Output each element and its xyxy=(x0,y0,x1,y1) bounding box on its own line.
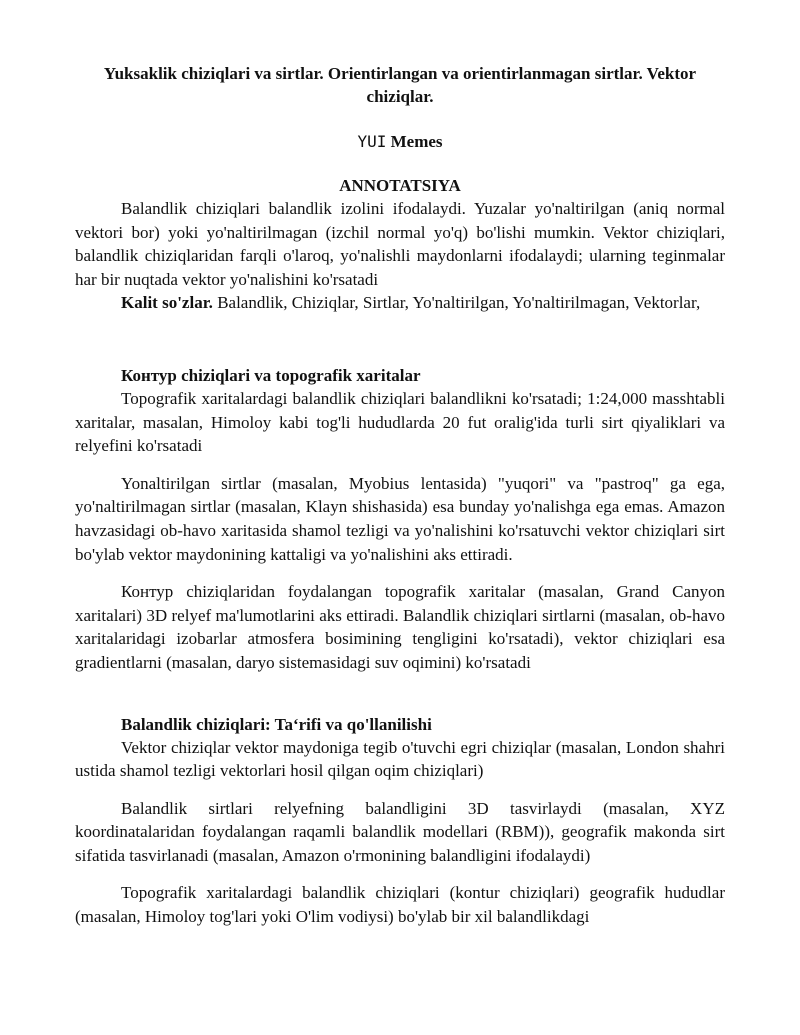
annotation-text: Balandlik chiziqlari balandlik izolini ifodalaydi. Yuzalar yo'naltirilgan (aniq normal vektori bor) yoki yo'naltirilmagan (izchil normal yo'q) bo'lishi mumkin. Vektor chiziqlari, balandlik chiziqlaridan farqli o'laroq, yo'nalishli maydonlarni ifodalaydi; ularning teginmalar har bir nuqtada vektor yo'nalishini ko'rsatadi xyxy=(75,199,725,289)
section2-paragraph: Topografik xaritalardagi balandlik chiziqlari (kontur chiziqlari) geografik hududlar (masalan, Himoloy tog'lari yoki O'lim vodiysi) bo'ylab bir xil balandlikdagi xyxy=(75,883,725,927)
section-heading-elevation: Balandlik chiziqlari: Taʻrifi va qo'llanilishi xyxy=(121,714,432,734)
keywords-label: Kalit so'zlar. xyxy=(121,293,213,313)
author-name: Memes xyxy=(390,132,443,151)
section2-paragraph: Vektor chiziqlar vektor maydoniga tegib o'tuvchi egri chiziqlar (masalan, London shahri ustida shamol tezligi vektorlari hosil qilgan oqim chiziqlari) xyxy=(75,737,725,781)
author-code: YUI xyxy=(357,132,387,151)
author-line xyxy=(75,130,725,153)
annotation-heading: ANNOTATSIYA xyxy=(339,176,461,195)
keywords-list: Balandlik, Chiziqlar, Sirtlar, Yo'naltirilgan, Yo'naltirilmagan, Vektorlar, xyxy=(212,293,701,313)
section-heading-contour: Контур chiziqlari va topografik xaritalar xyxy=(121,365,421,385)
keywords-paragraph xyxy=(75,291,725,315)
section1-paragraph: Yonaltirilgan sirtlar (masalan, Myobius lentasida) "yuqori" va "pastroq" ga ega, yo'naltirilmagan sirtlar (masalan, Klayn shishasida) esa bunday yo'nalishga ega emas. Amazon havzasidagi ob-havo xaritasida shamol tezligi va yo'nalishini ko'rsatuvchi vektor chiziqlari sirt bo'ylab vektor maydonining kattaligi va yo'nalishini aks ettiradi. xyxy=(75,473,725,564)
document-title: Yuksaklik chiziqlari va sirtlar. Orientirlangan va orientirlanmagan sirtlar. Vektor chiziqlar. xyxy=(103,64,697,106)
section1-paragraph: Topografik xaritalardagi balandlik chiziqlari balandlikni ko'rsatadi; 1:24,000 masshtabli xaritalar, masalan, Himoloy kabi tog'li hududlarda 20 fut oralig'ida turli sirt qiyaliklari va relyefini ko'rsatadi xyxy=(75,388,725,456)
section1-paragraph: Контур chiziqlaridan foydalangan topografik xaritalar (masalan, Grand Canyon xaritalari) 3D relyef ma'lumotlarini aks ettiradi. Balandlik chiziqlari sirtlarni (masalan, ob-havo xaritalaridagi izobarlar atmosfera bosimining tengligini ko'rsatadi), vektor chiziqlari esa gradientlarni (masalan, daryo sistemasidagi suv oqimini) ko'rsatadi xyxy=(75,582,725,672)
document-page xyxy=(75,62,725,929)
section2-paragraph: Balandlik sirtlari relyefning balandligini 3D tasvirlaydi (masalan, XYZ koordinatalaridan foydalangan raqamli balandlik modellari (RBM)), geografik makonda sirt sifatida tasvirlanadi (masalan, Amazon o'rmonining balandligini ifodalaydi) xyxy=(75,798,725,865)
